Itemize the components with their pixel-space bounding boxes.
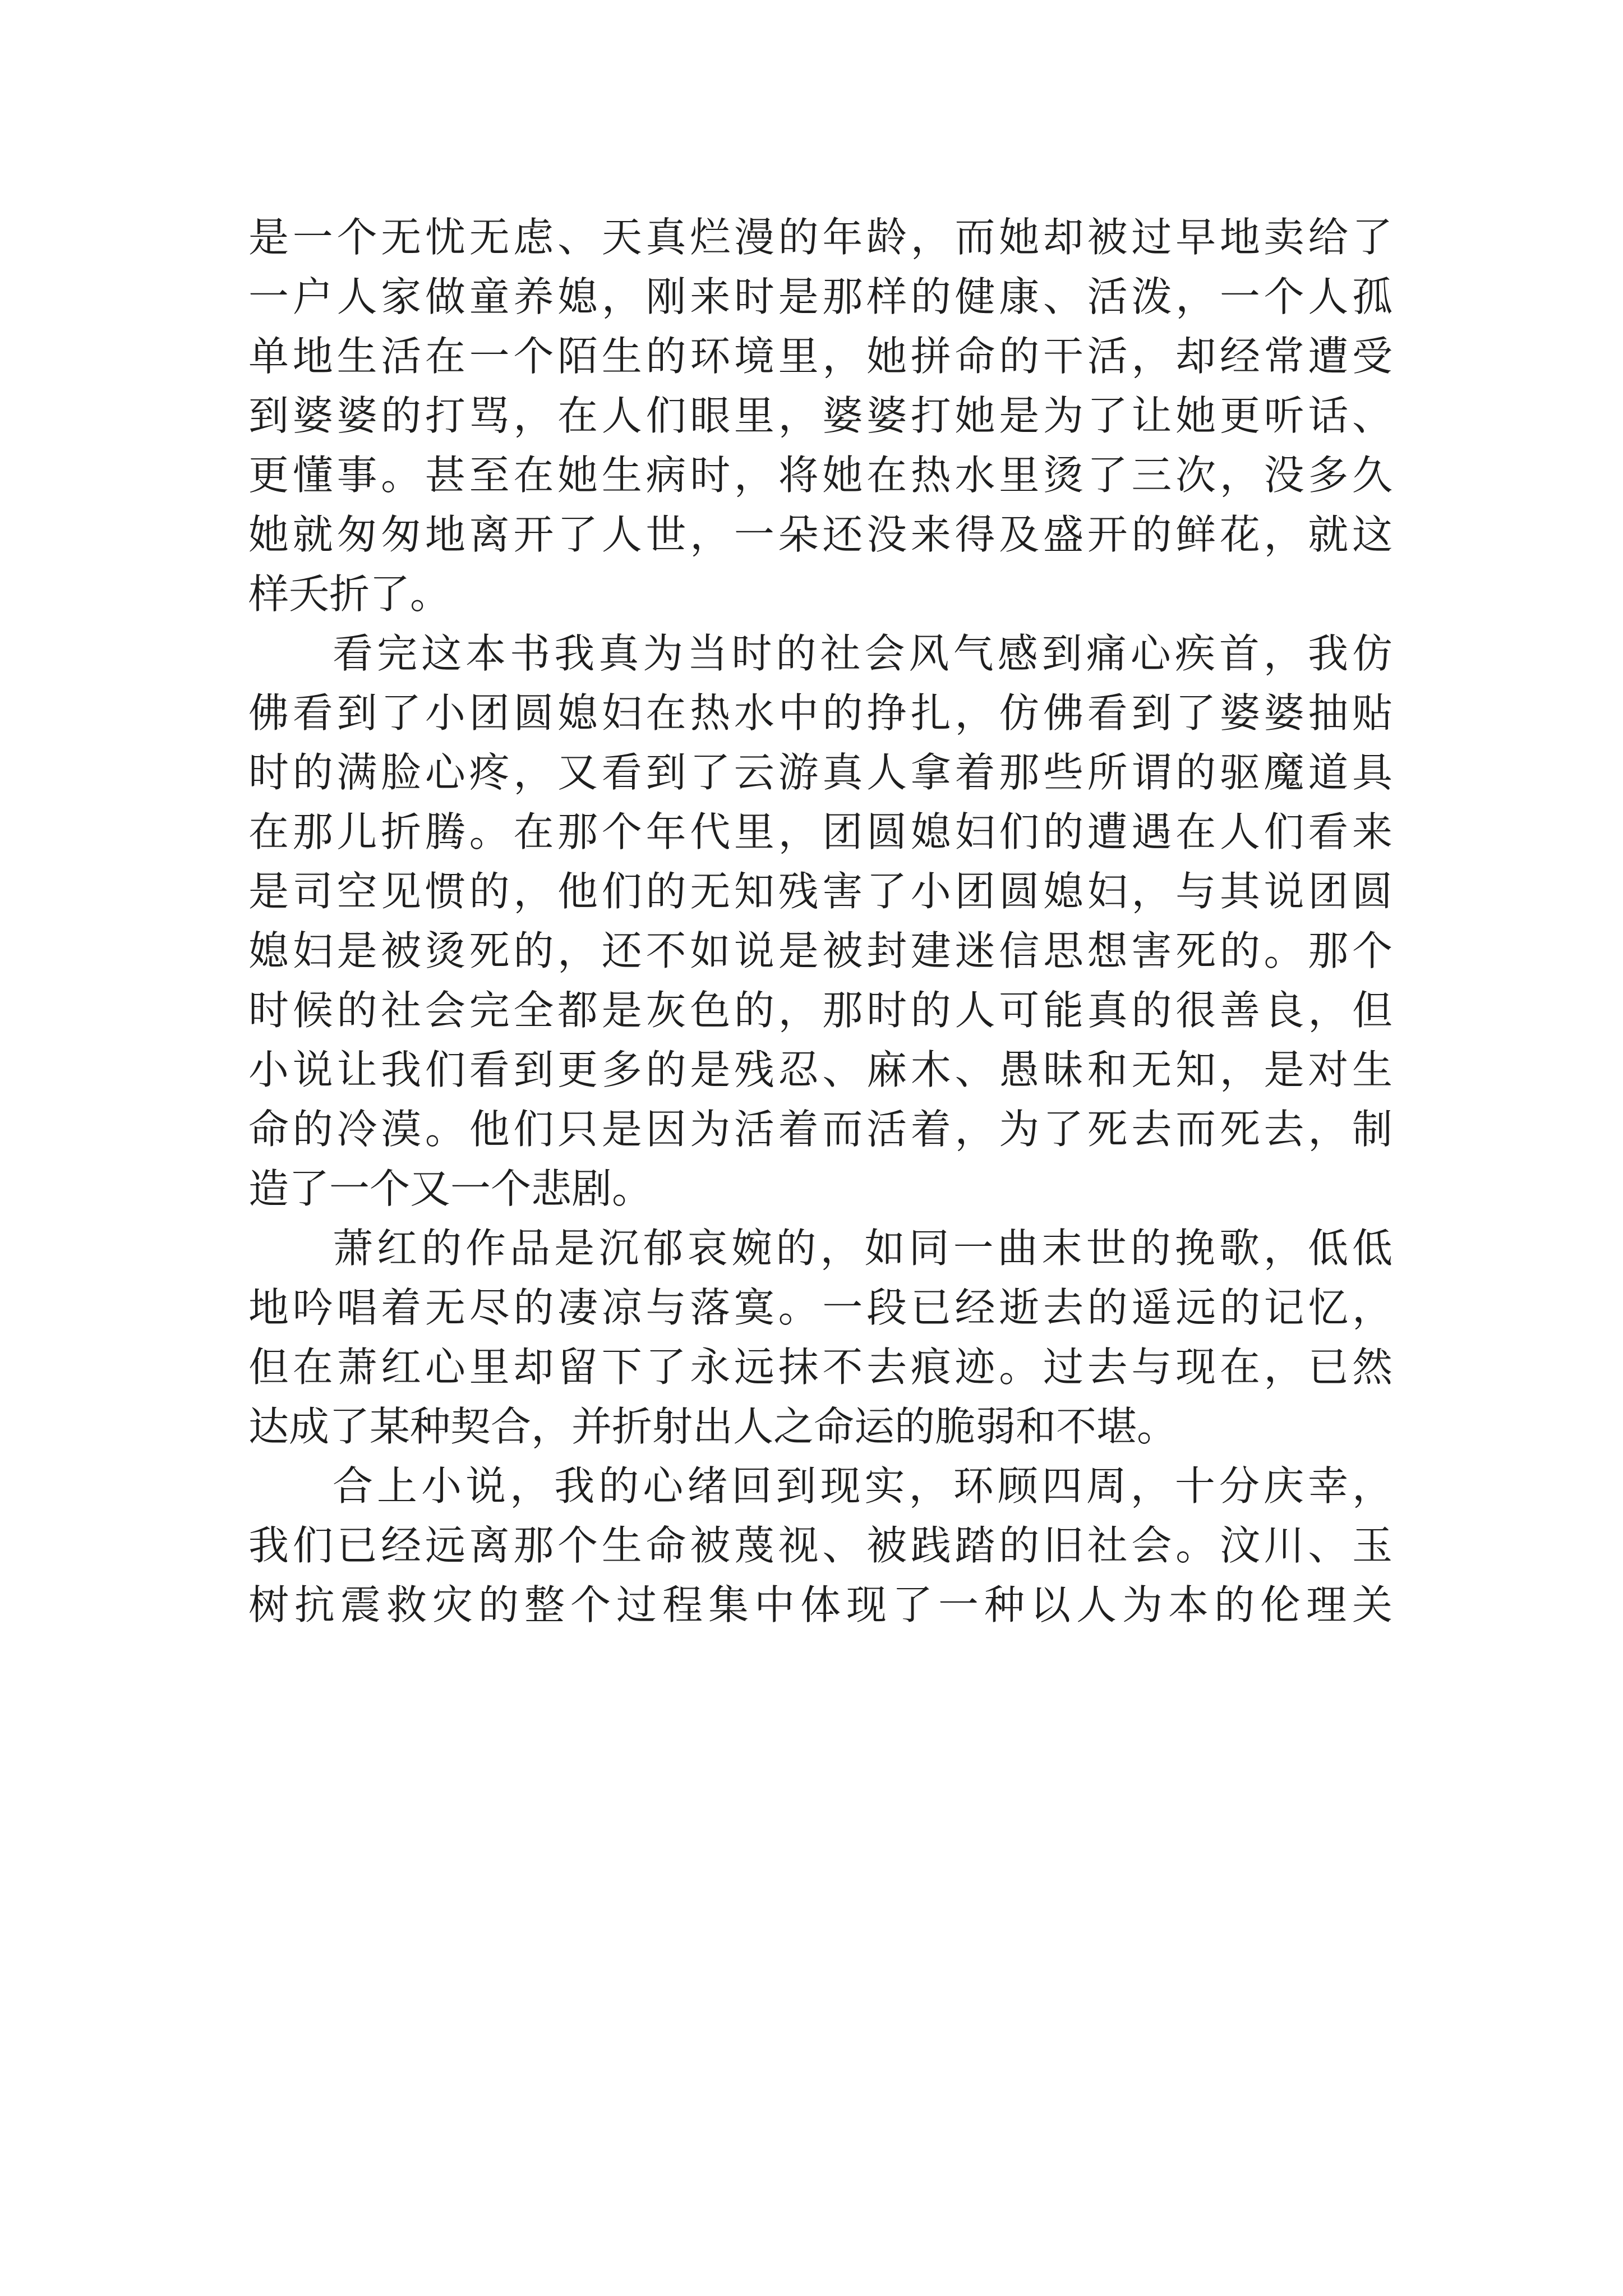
text-line: 我们已经远离那个生命被蔑视、被践踏的旧社会。汶川、玉	[248, 1522, 1393, 1569]
text-line: 佛看到了小团圆媳妇在热水中的挣扎，仿佛看到了婆婆抽贴	[248, 689, 1393, 737]
text-line: 造了一个又一个悲剧。	[248, 1165, 653, 1212]
text-line: 她就匆匆地离开了人世，一朵还没来得及盛开的鲜花，就这	[248, 511, 1393, 558]
text-line: 树抗震救灾的整个过程集中体现了一种以人为本的伦理关	[248, 1581, 1393, 1628]
text-line: 合上小说，我的心绪回到现实，环顾四周，十分庆幸，	[333, 1462, 1393, 1510]
body-text	[248, 208, 1393, 1635]
text-line: 小说让我们看到更多的是残忍、麻木、愚昧和无知，是对生	[248, 1046, 1393, 1093]
text-line: 时的满脸心疼，又看到了云游真人拿着那些所谓的驱魔道具	[248, 749, 1393, 796]
text-line: 但在萧红心里却留下了永远抹不去痕迹。过去与现在，已然	[248, 1343, 1393, 1391]
text-line: 达成了某种契合，并折射出人之命运的脆弱和不堪。	[248, 1403, 1178, 1450]
paragraph	[248, 624, 1393, 1218]
text-line: 单地生活在一个陌生的环境里，她拼命的干活，却经常遭受	[248, 333, 1393, 380]
text-line: 是一个无忧无虑、天真烂漫的年龄，而她却被过早地卖给了	[248, 214, 1393, 261]
text-line: 地吟唱着无尽的凄凉与落寞。一段已经逝去的遥远的记忆，	[248, 1284, 1393, 1331]
text-line: 在那儿折腾。在那个年代里，团圆媳妇们的遭遇在人们看来	[248, 808, 1393, 855]
text-line: 时候的社会完全都是灰色的，那时的人可能真的很善良，但	[248, 987, 1393, 1034]
text-line: 更懂事。甚至在她生病时，将她在热水里烫了三次，没多久	[248, 452, 1393, 499]
paragraph	[248, 1218, 1393, 1456]
text-line: 萧红的作品是沉郁哀婉的，如同一曲末世的挽歌，低低	[333, 1225, 1393, 1272]
text-line: 看完这本书我真为当时的社会风气感到痛心疾首，我仿	[333, 630, 1393, 677]
text-line: 是司空见惯的，他们的无知残害了小团圆媳妇，与其说团圆	[248, 868, 1393, 915]
paragraph	[248, 208, 1393, 624]
paragraph	[248, 1456, 1393, 1635]
text-line: 一户人家做童养媳，刚来时是那样的健康、活泼，一个人孤	[248, 273, 1393, 320]
text-line: 样夭折了。	[248, 570, 451, 618]
text-line: 到婆婆的打骂，在人们眼里，婆婆打她是为了让她更听话、	[248, 392, 1393, 439]
text-line: 命的冷漠。他们只是因为活着而活着，为了死去而死去，制	[248, 1106, 1393, 1153]
text-line: 媳妇是被烫死的，还不如说是被封建迷信思想害死的。那个	[248, 927, 1393, 974]
